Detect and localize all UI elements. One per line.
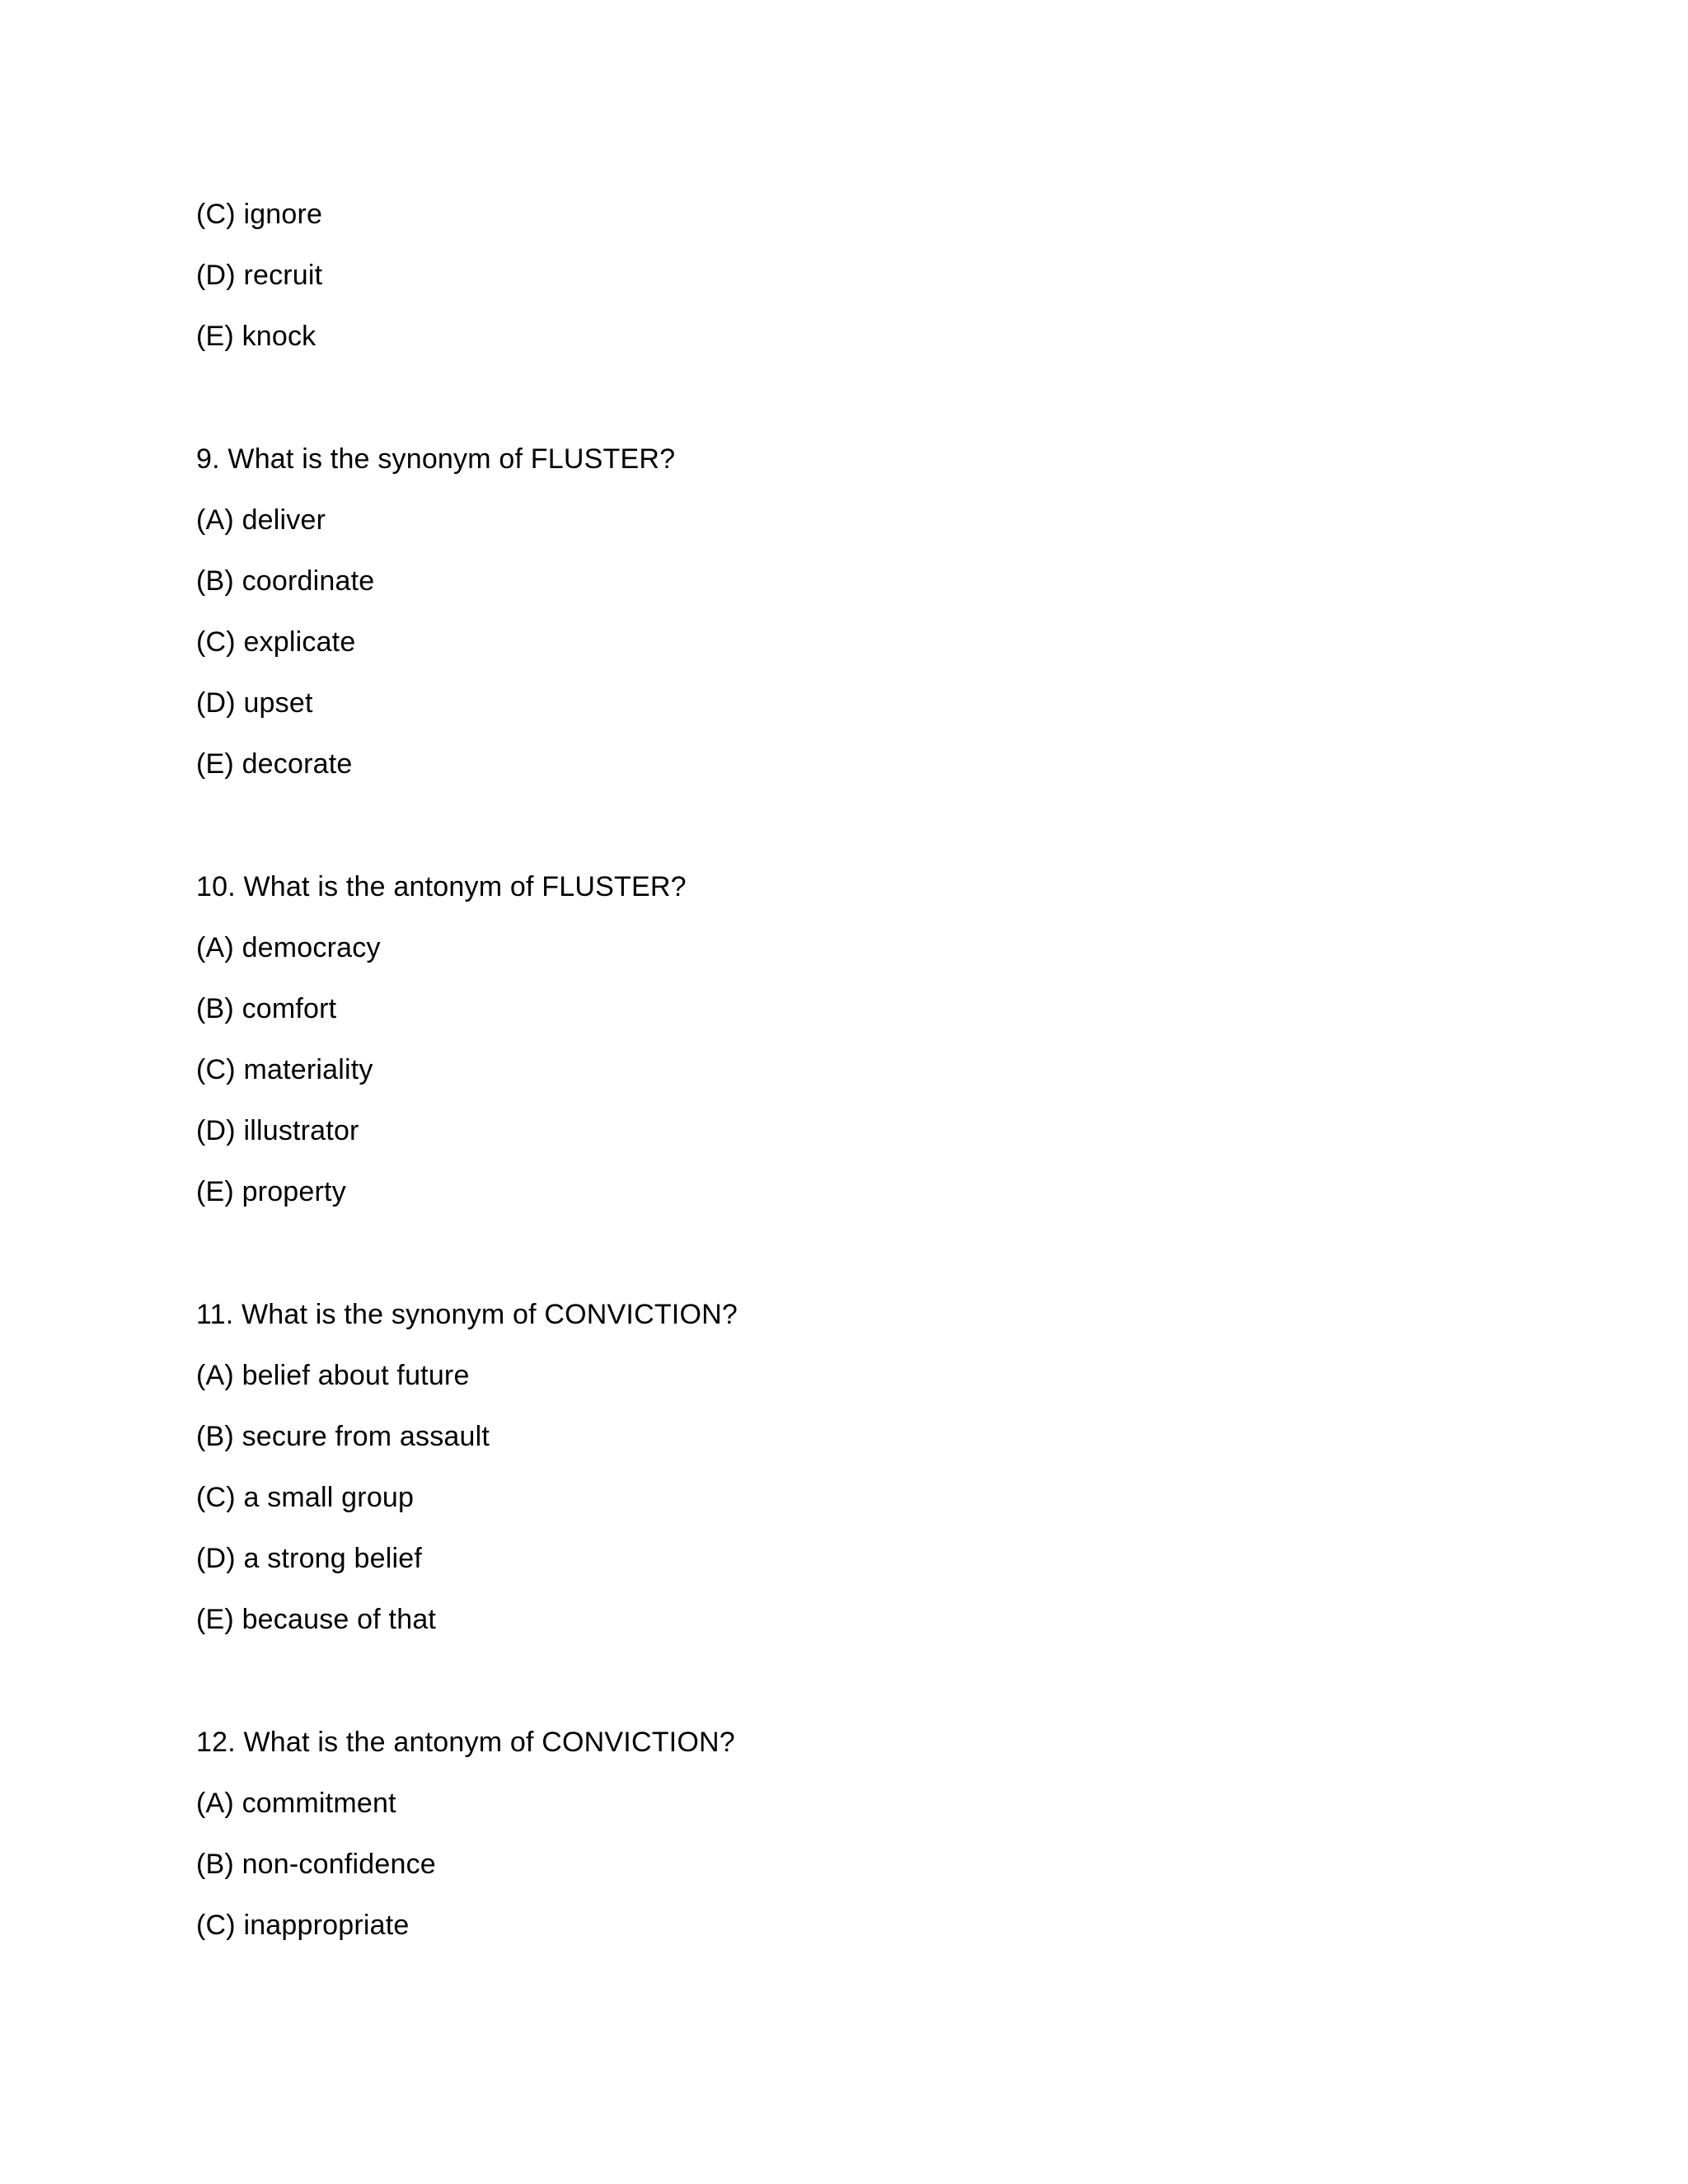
question-prompt: 11. What is the synonym of CONVICTION? [196,1299,738,1330]
option-line: (A) deliver [196,504,326,536]
option-line: (C) a small group [196,1482,415,1513]
option-line: (E) property [196,1176,346,1207]
question-prompt: 12. What is the antonym of CONVICTION? [196,1727,735,1758]
option-line: (A) democracy [196,932,381,963]
option-line: (A) belief about future [196,1360,470,1391]
option-line: (E) because of that [196,1604,437,1635]
option-line: (A) commitment [196,1788,396,1819]
option-line: (C) ignore [196,199,323,230]
option-line: (B) comfort [196,993,337,1024]
option-line: (D) upset [196,687,313,719]
question-prompt: 10. What is the antonym of FLUSTER? [196,871,687,902]
option-line: (B) non-confidence [196,1849,436,1880]
option-line: (C) explicate [196,626,356,658]
option-line: (B) secure from assault [196,1421,490,1452]
option-line: (C) inappropriate [196,1910,410,1941]
option-line: (D) illustrator [196,1115,359,1146]
question-prompt: 9. What is the synonym of FLUSTER? [196,443,676,475]
option-line: (E) decorate [196,748,353,780]
option-line: (C) materiality [196,1054,373,1085]
option-line: (D) recruit [196,260,323,291]
option-line: (B) coordinate [196,565,375,597]
option-line: (E) knock [196,321,316,352]
option-line: (D) a strong belief [196,1543,423,1574]
